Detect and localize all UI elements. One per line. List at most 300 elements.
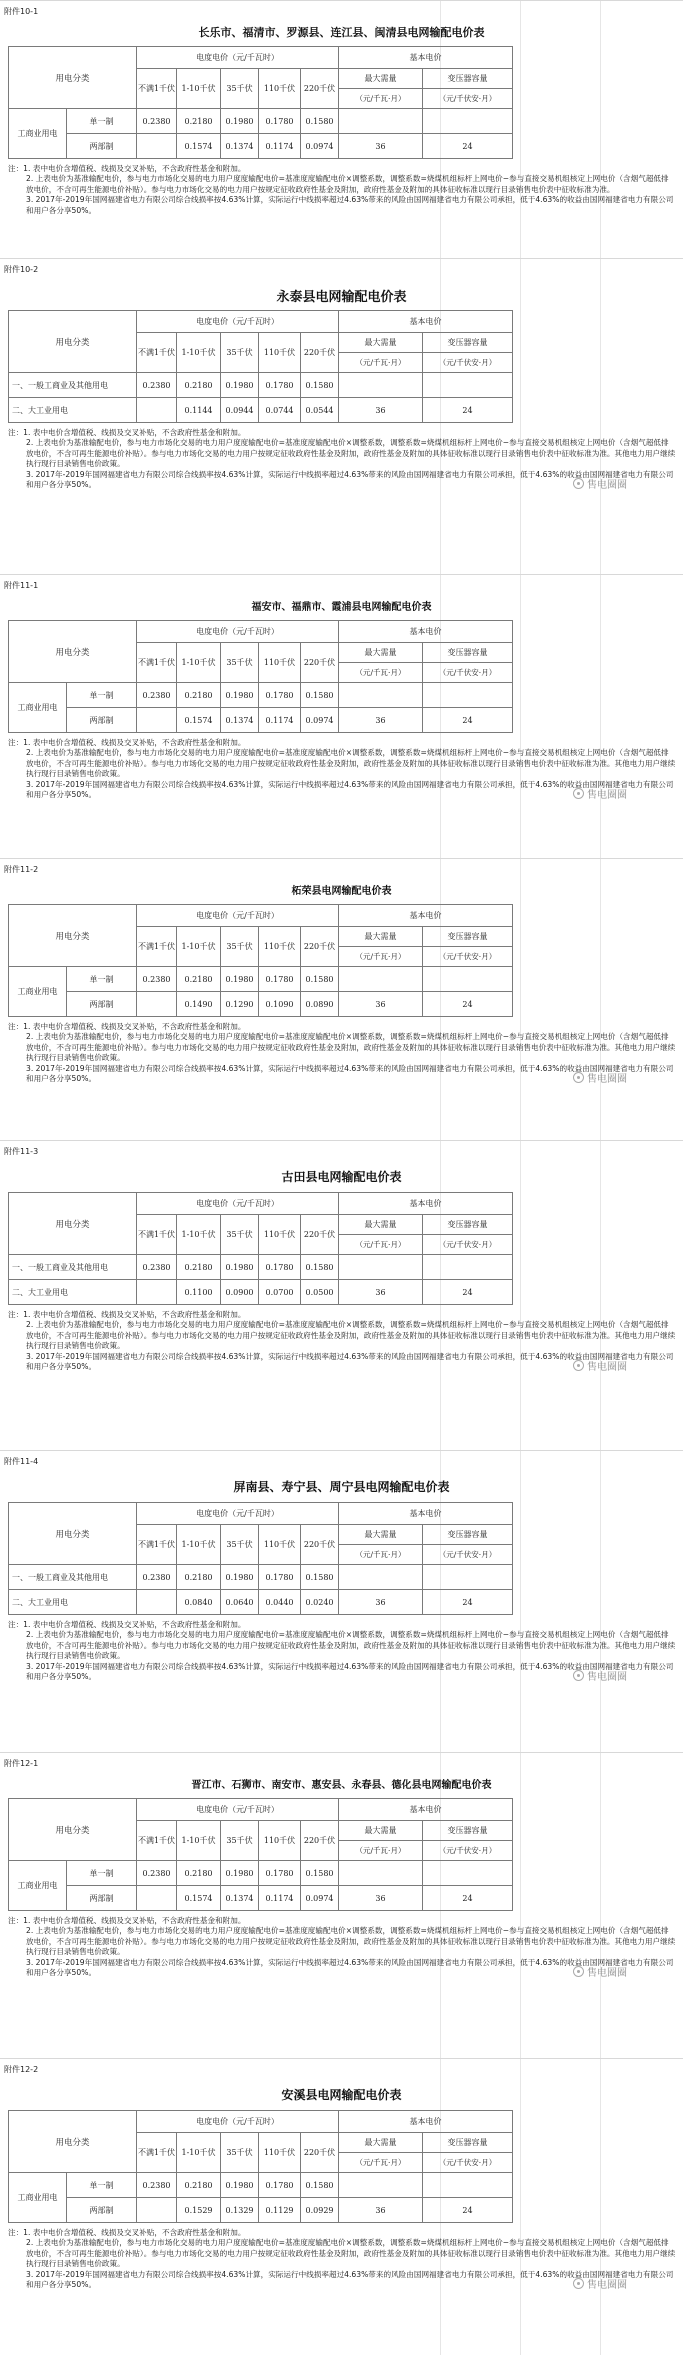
- voltage-header: 35千伏: [221, 927, 259, 967]
- row-label: 二、大工业用电: [9, 1590, 137, 1615]
- section-divider: [0, 858, 683, 859]
- price-cell: 0.1580: [301, 1565, 339, 1590]
- wechat-icon: [573, 1966, 584, 1977]
- price-cell: 0.2180: [177, 967, 221, 992]
- note-line: 注：1. 表中电价含增值税、线损及交叉补贴，不含政府性基金和附加。: [8, 738, 246, 747]
- price-cell: 0.2180: [177, 1565, 221, 1590]
- header-max-demand: 最大需量: [339, 1525, 423, 1545]
- header-basic-price: 基本电价: [339, 1503, 513, 1525]
- price-cell: 0.2380: [137, 967, 177, 992]
- watermark-text: 售电圈圈: [587, 1968, 627, 1979]
- tariff-table: [8, 1502, 513, 1615]
- capacity-cell: 24: [423, 1886, 513, 1911]
- price-cell: [137, 1590, 177, 1615]
- price-cell: 0.1574: [177, 1886, 221, 1911]
- price-cell: 0.0840: [177, 1590, 221, 1615]
- header-transformer-capacity: 变压器容量: [423, 1215, 513, 1235]
- price-cell: [137, 1280, 177, 1305]
- price-cell: 0.2180: [177, 373, 221, 398]
- header-max-demand-unit: （元/千瓦·月）: [339, 1545, 423, 1565]
- table-title: 屏南县、寿宁县、周宁县电网输配电价表: [233, 1480, 450, 1494]
- section-divider: [0, 574, 683, 575]
- note-line: 2. 上表电价为基准输配电价，参与电力市场化交易的电力用户度度输配电价=基准度度输配电价×调整系数，调整系数=烧煤机组标杆上网电价−参与直接交易机组核定上网电价（含烟气超低排放电价，不含可再生能源电价补贴）。参与电力市场化交易的电力用户按规定征收政府性基金及附加，政府性基金及附加的具体征收标准以现行目录销售电价表中征收标准为准。其他电力用户继续执行现行目录销售电价政策。: [26, 2238, 676, 2269]
- annex-label: 附件12-1: [4, 1759, 39, 1768]
- note-line: 2. 上表电价为基准输配电价，参与电力市场化交易的电力用户度度输配电价=基准度度输配电价×调整系数，调整系数=烧煤机组标杆上网电价−参与直接交易机组核定上网电价（含烟气超低排放电价，不含可再生能源电价补贴）。参与电力市场化交易的电力用户按规定征收政府性基金及附加，政府性基金及附加的具体征收标准以现行目录销售电价表中征收标准为准。其他电力用户继续执行现行目录销售电价政策。: [26, 1320, 676, 1351]
- voltage-header: 35千伏: [221, 69, 259, 109]
- capacity-cell: [423, 967, 513, 992]
- voltage-header: 220千伏: [301, 643, 339, 683]
- price-cell: 0.1780: [259, 2173, 301, 2198]
- row-label: 两部制: [67, 992, 137, 1017]
- header-row: [9, 621, 513, 643]
- table-title: 安溪县电网输配电价表: [281, 2088, 402, 2102]
- voltage-header: 35千伏: [221, 1525, 259, 1565]
- annex-section: [0, 1752, 683, 2052]
- row-group-label: 工商业用电: [9, 2173, 67, 2223]
- note-line: 3. 2017年-2019年国网福建省电力有限公司综合线损率按4.63%计算，实际运行中线损率超过4.63%带来的风险由国网福建省电力有限公司承担，低于4.63%的收益由国网福建省电力有限公司和用户各分享50%。: [26, 469, 674, 490]
- note-line: 3. 2017年-2019年国网福建省电力有限公司综合线损率按4.63%计算，实际运行中线损率超过4.63%带来的风险由国网福建省电力有限公司承担，低于4.63%的收益由国网福建省电力有限公司和用户各分享50%。: [26, 1063, 674, 1084]
- capacity-cell: 24: [423, 992, 513, 1017]
- price-cell: 0.1329: [221, 2198, 259, 2223]
- note-line: 注：1. 表中电价含增值税、线损及交叉补贴，不含政府性基金和附加。: [8, 164, 246, 173]
- header-basic-price: 基本电价: [339, 905, 513, 927]
- section-divider: [0, 1752, 683, 1753]
- capacity-cell: [423, 109, 513, 134]
- row-label: 一、一般工商业及其他用电: [9, 373, 137, 398]
- price-cell: 0.1780: [259, 1255, 301, 1280]
- voltage-header: 不满1千伏: [137, 1215, 177, 1255]
- row-label: 两部制: [67, 1886, 137, 1911]
- price-cell: 0.2380: [137, 109, 177, 134]
- annex-label: 附件11-3: [4, 1147, 39, 1156]
- price-cell: 0.0890: [301, 992, 339, 1017]
- row-label: 单一制: [67, 109, 137, 134]
- tariff-table: [8, 46, 513, 159]
- price-cell: 0.2180: [177, 1255, 221, 1280]
- header-user-type: 用电分类: [9, 1503, 137, 1565]
- header-max-demand: 最大需量: [339, 69, 423, 89]
- header-row: [9, 2111, 513, 2133]
- capacity-cell: [423, 1565, 513, 1590]
- capacity-cell: [423, 683, 513, 708]
- price-cell: 0.2180: [177, 2173, 221, 2198]
- voltage-header: 不满1千伏: [137, 927, 177, 967]
- voltage-header: 1-10千伏: [177, 643, 221, 683]
- voltage-header: 35千伏: [221, 333, 259, 373]
- price-cell: 0.2380: [137, 373, 177, 398]
- table-row: [9, 134, 513, 159]
- header-transformer-unit: （元/千伏安·月）: [423, 1841, 513, 1861]
- table-row: [9, 1886, 513, 1911]
- row-label: 两部制: [67, 134, 137, 159]
- watermark: [573, 1358, 627, 1373]
- wechat-icon: [573, 2278, 584, 2289]
- price-cell: 0.1580: [301, 373, 339, 398]
- row-label: 一、一般工商业及其他用电: [9, 1255, 137, 1280]
- price-cell: 0.0544: [301, 398, 339, 423]
- voltage-header: 35千伏: [221, 643, 259, 683]
- header-transformer-unit: （元/千伏安·月）: [423, 663, 513, 683]
- header-energy-price: 电度电价（元/千瓦时）: [137, 1503, 339, 1525]
- max-demand-cell: [339, 2173, 423, 2198]
- table-title: 古田县电网输配电价表: [281, 1170, 402, 1184]
- table-notes: [8, 164, 676, 216]
- table-title: 福安市、福鼎市、霞浦县电网输配电价表: [251, 602, 432, 613]
- price-cell: 0.1980: [221, 373, 259, 398]
- note-line: 注：1. 表中电价含增值税、线损及交叉补贴，不含政府性基金和附加。: [8, 428, 246, 437]
- row-label: 单一制: [67, 1861, 137, 1886]
- watermark: [573, 1668, 627, 1683]
- row-group-label: 工商业用电: [9, 683, 67, 733]
- max-demand-cell: 36: [339, 134, 423, 159]
- watermark-text: 售电圈圈: [587, 790, 627, 801]
- capacity-cell: 24: [423, 2198, 513, 2223]
- voltage-header: 1-10千伏: [177, 333, 221, 373]
- table-row: [9, 398, 513, 423]
- wechat-icon: [573, 1670, 584, 1681]
- price-cell: 0.1129: [259, 2198, 301, 2223]
- price-cell: 0.2380: [137, 1861, 177, 1886]
- price-cell: 0.1529: [177, 2198, 221, 2223]
- wechat-icon: [573, 1072, 584, 1083]
- voltage-header: 110千伏: [259, 69, 301, 109]
- price-cell: 0.0974: [301, 708, 339, 733]
- header-max-demand: 最大需量: [339, 1215, 423, 1235]
- price-cell: 0.1580: [301, 683, 339, 708]
- header-max-demand-unit: （元/千瓦·月）: [339, 1841, 423, 1861]
- price-cell: 0.1780: [259, 683, 301, 708]
- price-cell: 0.1580: [301, 1861, 339, 1886]
- annex-section: [0, 1450, 683, 1746]
- header-user-type: 用电分类: [9, 1799, 137, 1861]
- price-cell: 0.1574: [177, 134, 221, 159]
- capacity-cell: [423, 1255, 513, 1280]
- voltage-header: 1-10千伏: [177, 927, 221, 967]
- table-row: [9, 708, 513, 733]
- annex-section: [0, 858, 683, 1138]
- row-label: 两部制: [67, 2198, 137, 2223]
- header-transformer-unit: （元/千伏安·月）: [423, 353, 513, 373]
- price-cell: [137, 1886, 177, 1911]
- note-line: 注：1. 表中电价含增值税、线损及交叉补贴，不含政府性基金和附加。: [8, 2228, 246, 2237]
- header-transformer-capacity: 变压器容量: [423, 643, 513, 663]
- header-basic-price: 基本电价: [339, 47, 513, 69]
- max-demand-cell: [339, 373, 423, 398]
- voltage-header: 110千伏: [259, 1215, 301, 1255]
- header-max-demand-unit: （元/千瓦·月）: [339, 2153, 423, 2173]
- wechat-icon: [573, 788, 584, 799]
- table-title: 长乐市、福清市、罗源县、连江县、闽清县电网输配电价表: [198, 26, 485, 39]
- annex-section: [0, 258, 683, 570]
- annex-label: 附件12-2: [4, 2065, 39, 2074]
- header-row: [9, 47, 513, 69]
- row-group-label: 工商业用电: [9, 967, 67, 1017]
- max-demand-cell: 36: [339, 1886, 423, 1911]
- price-cell: 0.1580: [301, 1255, 339, 1280]
- price-cell: 0.1174: [259, 708, 301, 733]
- note-line: 3. 2017年-2019年国网福建省电力有限公司综合线损率按4.63%计算，实际运行中线损率超过4.63%带来的风险由国网福建省电力有限公司承担，低于4.63%的收益由国网福建省电力有限公司和用户各分享50%。: [26, 779, 674, 800]
- row-label: 两部制: [67, 708, 137, 733]
- price-cell: 0.1980: [221, 1565, 259, 1590]
- price-cell: 0.1290: [221, 992, 259, 1017]
- max-demand-cell: 36: [339, 2198, 423, 2223]
- capacity-cell: [423, 373, 513, 398]
- price-cell: [137, 708, 177, 733]
- price-cell: 0.0240: [301, 1590, 339, 1615]
- price-cell: 0.2180: [177, 683, 221, 708]
- watermark: [573, 2276, 627, 2291]
- annex-label: 附件11-4: [4, 1457, 39, 1466]
- annex-section: [0, 0, 683, 252]
- table-row: [9, 2198, 513, 2223]
- header-max-demand: 最大需量: [339, 927, 423, 947]
- max-demand-cell: 36: [339, 398, 423, 423]
- voltage-header: 220千伏: [301, 1525, 339, 1565]
- note-line: 3. 2017年-2019年国网福建省电力有限公司综合线损率按4.63%计算，实际运行中线损率超过4.63%带来的风险由国网福建省电力有限公司承担，低于4.63%的收益由国网福建省电力有限公司和用户各分享50%。: [26, 195, 674, 215]
- price-cell: 0.1100: [177, 1280, 221, 1305]
- header-row: [9, 1193, 513, 1215]
- price-cell: 0.1174: [259, 1886, 301, 1911]
- price-cell: 0.0944: [221, 398, 259, 423]
- table-row: [9, 1861, 513, 1886]
- header-basic-price: 基本电价: [339, 621, 513, 643]
- price-cell: 0.0744: [259, 398, 301, 423]
- capacity-cell: 24: [423, 1590, 513, 1615]
- watermark-text: 售电圈圈: [587, 1074, 627, 1085]
- max-demand-cell: 36: [339, 1280, 423, 1305]
- price-cell: 0.0929: [301, 2198, 339, 2223]
- price-cell: 0.1144: [177, 398, 221, 423]
- header-transformer-capacity: 变压器容量: [423, 1821, 513, 1841]
- header-energy-price: 电度电价（元/千瓦时）: [137, 1193, 339, 1215]
- voltage-header: 不满1千伏: [137, 333, 177, 373]
- note-line: 注：1. 表中电价含增值税、线损及交叉补贴，不含政府性基金和附加。: [8, 1022, 246, 1031]
- price-cell: 0.2380: [137, 1255, 177, 1280]
- price-cell: 0.1374: [221, 1886, 259, 1911]
- voltage-header: 1-10千伏: [177, 2133, 221, 2173]
- voltage-header: 不满1千伏: [137, 2133, 177, 2173]
- max-demand-cell: [339, 1565, 423, 1590]
- header-transformer-unit: （元/千伏安·月）: [423, 947, 513, 967]
- table-row: [9, 1280, 513, 1305]
- section-divider: [0, 258, 683, 259]
- header-energy-price: 电度电价（元/千瓦时）: [137, 905, 339, 927]
- header-max-demand: 最大需量: [339, 2133, 423, 2153]
- header-transformer-unit: （元/千伏安·月）: [423, 89, 513, 109]
- header-energy-price: 电度电价（元/千瓦时）: [137, 621, 339, 643]
- price-cell: [137, 992, 177, 1017]
- max-demand-cell: [339, 109, 423, 134]
- wechat-icon: [573, 1360, 584, 1371]
- note-line: 3. 2017年-2019年国网福建省电力有限公司综合线损率按4.63%计算，实际运行中线损率超过4.63%带来的风险由国网福建省电力有限公司承担，低于4.63%的收益由国网福建省电力有限公司和用户各分享50%。: [26, 1661, 674, 1682]
- header-max-demand: 最大需量: [339, 333, 423, 353]
- price-cell: 0.1980: [221, 2173, 259, 2198]
- price-cell: 0.0974: [301, 134, 339, 159]
- price-cell: 0.1090: [259, 992, 301, 1017]
- voltage-header: 220千伏: [301, 1821, 339, 1861]
- max-demand-cell: 36: [339, 1590, 423, 1615]
- voltage-header: 110千伏: [259, 333, 301, 373]
- header-energy-price: 电度电价（元/千瓦时）: [137, 47, 339, 69]
- price-cell: 0.1780: [259, 1861, 301, 1886]
- table-title: 晋江市、石狮市、南安市、惠安县、永春县、德化县电网输配电价表: [191, 1780, 492, 1791]
- price-cell: 0.0974: [301, 1886, 339, 1911]
- header-row: [9, 905, 513, 927]
- note-line: 注：1. 表中电价含增值税、线损及交叉补贴，不含政府性基金和附加。: [8, 1916, 246, 1925]
- price-cell: 0.1580: [301, 967, 339, 992]
- note-line: 3. 2017年-2019年国网福建省电力有限公司综合线损率按4.63%计算，实际运行中线损率超过4.63%带来的风险由国网福建省电力有限公司承担，低于4.63%的收益由国网福建省电力有限公司和用户各分享50%。: [26, 2269, 674, 2290]
- watermark: [573, 1070, 627, 1085]
- price-cell: 0.0700: [259, 1280, 301, 1305]
- max-demand-cell: [339, 1861, 423, 1886]
- price-cell: 0.1780: [259, 967, 301, 992]
- annex-label: 附件11-1: [4, 581, 39, 590]
- note-line: 3. 2017年-2019年国网福建省电力有限公司综合线损率按4.63%计算，实际运行中线损率超过4.63%带来的风险由国网福建省电力有限公司承担，低于4.63%的收益由国网福建省电力有限公司和用户各分享50%。: [26, 1351, 674, 1372]
- voltage-header: 1-10千伏: [177, 1525, 221, 1565]
- annex-section: [0, 574, 683, 852]
- price-cell: 0.1980: [221, 1255, 259, 1280]
- row-label: 单一制: [67, 967, 137, 992]
- price-cell: 0.0900: [221, 1280, 259, 1305]
- header-max-demand: 最大需量: [339, 643, 423, 663]
- header-max-demand-unit: （元/千瓦·月）: [339, 663, 423, 683]
- table-row: [9, 967, 513, 992]
- header-transformer-capacity: 变压器容量: [423, 2133, 513, 2153]
- watermark: [573, 476, 627, 491]
- annex-label: 附件10-2: [4, 265, 39, 274]
- price-cell: 0.1780: [259, 109, 301, 134]
- row-label: 二、大工业用电: [9, 398, 137, 423]
- tariff-table: [8, 904, 513, 1017]
- voltage-header: 1-10千伏: [177, 69, 221, 109]
- header-user-type: 用电分类: [9, 621, 137, 683]
- voltage-header: 110千伏: [259, 643, 301, 683]
- row-label: 一、一般工商业及其他用电: [9, 1565, 137, 1590]
- header-energy-price: 电度电价（元/千瓦时）: [137, 2111, 339, 2133]
- voltage-header: 110千伏: [259, 1821, 301, 1861]
- voltage-header: 35千伏: [221, 1821, 259, 1861]
- table-row: [9, 1565, 513, 1590]
- header-user-type: 用电分类: [9, 905, 137, 967]
- row-label: 二、大工业用电: [9, 1280, 137, 1305]
- max-demand-cell: 36: [339, 992, 423, 1017]
- note-line: 2. 上表电价为基准输配电价，参与电力市场化交易的电力用户度度输配电价=基准度度输配电价×调整系数，调整系数=烧煤机组标杆上网电价−参与直接交易机组核定上网电价（含烟气超低排放电价，不含可再生能源电价补贴）。参与电力市场化交易的电力用户按规定征收政府性基金及附加，政府性基金及附加的具体征收标准以现行目录销售电价表中征收标准为准。: [26, 174, 669, 194]
- max-demand-cell: [339, 683, 423, 708]
- header-transformer-unit: （元/千伏安·月）: [423, 2153, 513, 2173]
- voltage-header: 1-10千伏: [177, 1215, 221, 1255]
- voltage-header: 220千伏: [301, 1215, 339, 1255]
- annex-label: 附件10-1: [4, 7, 39, 16]
- header-user-type: 用电分类: [9, 311, 137, 373]
- watermark-text: 售电圈圈: [587, 480, 627, 491]
- table-row: [9, 2173, 513, 2198]
- voltage-header: 220千伏: [301, 927, 339, 967]
- annex-label: 附件11-2: [4, 865, 39, 874]
- price-cell: 0.2380: [137, 1565, 177, 1590]
- wechat-icon: [573, 478, 584, 489]
- price-cell: [137, 398, 177, 423]
- watermark: [573, 1964, 627, 1979]
- header-row: [9, 1503, 513, 1525]
- voltage-header: 不满1千伏: [137, 69, 177, 109]
- voltage-header: 110千伏: [259, 927, 301, 967]
- watermark-text: 售电圈圈: [587, 1362, 627, 1373]
- header-transformer-unit: （元/千伏安·月）: [423, 1235, 513, 1255]
- price-cell: 0.1980: [221, 683, 259, 708]
- header-row: [9, 311, 513, 333]
- header-row: [9, 1799, 513, 1821]
- voltage-header: 1-10千伏: [177, 1821, 221, 1861]
- header-transformer-capacity: 变压器容量: [423, 69, 513, 89]
- watermark-text: 售电圈圈: [587, 1672, 627, 1683]
- row-label: 单一制: [67, 2173, 137, 2198]
- header-energy-price: 电度电价（元/千瓦时）: [137, 311, 339, 333]
- watermark: [573, 786, 627, 801]
- row-label: 单一制: [67, 683, 137, 708]
- voltage-header: 110千伏: [259, 1525, 301, 1565]
- header-transformer-capacity: 变压器容量: [423, 1525, 513, 1545]
- price-cell: 0.1780: [259, 373, 301, 398]
- price-cell: 0.1980: [221, 1861, 259, 1886]
- voltage-header: 35千伏: [221, 1215, 259, 1255]
- price-cell: 0.0640: [221, 1590, 259, 1615]
- header-max-demand: 最大需量: [339, 1821, 423, 1841]
- voltage-header: 220千伏: [301, 2133, 339, 2173]
- price-cell: [137, 2198, 177, 2223]
- price-cell: 0.1490: [177, 992, 221, 1017]
- price-cell: 0.1174: [259, 134, 301, 159]
- price-cell: 0.1580: [301, 2173, 339, 2198]
- table-title: 柘荣县电网输配电价表: [291, 886, 392, 897]
- note-line: 2. 上表电价为基准输配电价，参与电力市场化交易的电力用户度度输配电价=基准度度输配电价×调整系数，调整系数=烧煤机组标杆上网电价−参与直接交易机组核定上网电价（含烟气超低排放电价，不含可再生能源电价补贴）。参与电力市场化交易的电力用户按规定征收政府性基金及附加，政府性基金及附加的具体征收标准以现行目录销售电价表中征收标准为准。其他电力用户继续执行现行目录销售电价政策。: [26, 438, 676, 469]
- table-row: [9, 1255, 513, 1280]
- table-row: [9, 109, 513, 134]
- note-line: 2. 上表电价为基准输配电价，参与电力市场化交易的电力用户度度输配电价=基准度度输配电价×调整系数，调整系数=烧煤机组标杆上网电价−参与直接交易机组核定上网电价（含烟气超低排放电价，不含可再生能源电价补贴）。参与电力市场化交易的电力用户按规定征收政府性基金及附加，政府性基金及附加的具体征收标准以现行目录销售电价表中征收标准为准。其他电力用户继续执行现行目录销售电价政策。: [26, 1926, 676, 1957]
- max-demand-cell: [339, 1255, 423, 1280]
- price-cell: 0.1980: [221, 109, 259, 134]
- section-divider: [0, 2058, 683, 2059]
- header-user-type: 用电分类: [9, 2111, 137, 2173]
- section-divider: [0, 1140, 683, 1141]
- price-cell: 0.1374: [221, 708, 259, 733]
- tariff-table: [8, 1192, 513, 1305]
- header-max-demand-unit: （元/千瓦·月）: [339, 947, 423, 967]
- note-line: 2. 上表电价为基准输配电价，参与电力市场化交易的电力用户度度输配电价=基准度度输配电价×调整系数，调整系数=烧煤机组标杆上网电价−参与直接交易机组核定上网电价（含烟气超低排放电价，不含可再生能源电价补贴）。参与电力市场化交易的电力用户按规定征收政府性基金及附加，政府性基金及附加的具体征收标准以现行目录销售电价表中征收标准为准。其他电力用户继续执行现行目录销售电价政策。: [26, 1032, 676, 1063]
- voltage-header: 35千伏: [221, 2133, 259, 2173]
- capacity-cell: [423, 1861, 513, 1886]
- header-user-type: 用电分类: [9, 47, 137, 109]
- note-line: 2. 上表电价为基准输配电价，参与电力市场化交易的电力用户度度输配电价=基准度度输配电价×调整系数，调整系数=烧煤机组标杆上网电价−参与直接交易机组核定上网电价（含烟气超低排放电价，不含可再生能源电价补贴）。参与电力市场化交易的电力用户按规定征收政府性基金及附加，政府性基金及附加的具体征收标准以现行目录销售电价表中征收标准为准。其他电力用户继续执行现行目录销售电价政策。: [26, 1630, 676, 1661]
- tariff-table: [8, 1798, 513, 1911]
- table-row: [9, 1590, 513, 1615]
- header-basic-price: 基本电价: [339, 1193, 513, 1215]
- header-basic-price: 基本电价: [339, 311, 513, 333]
- voltage-header: 220千伏: [301, 69, 339, 109]
- header-basic-price: 基本电价: [339, 2111, 513, 2133]
- table-row: [9, 373, 513, 398]
- price-cell: 0.1374: [221, 134, 259, 159]
- capacity-cell: 24: [423, 134, 513, 159]
- header-max-demand-unit: （元/千瓦·月）: [339, 353, 423, 373]
- tariff-table: [8, 2110, 513, 2223]
- max-demand-cell: 36: [339, 708, 423, 733]
- annex-section: [0, 1140, 683, 1445]
- price-cell: 0.2180: [177, 109, 221, 134]
- header-max-demand-unit: （元/千瓦·月）: [339, 1235, 423, 1255]
- note-line: 3. 2017年-2019年国网福建省电力有限公司综合线损率按4.63%计算，实际运行中线损率超过4.63%带来的风险由国网福建省电力有限公司承担，低于4.63%的收益由国网福建省电力有限公司和用户各分享50%。: [26, 1957, 674, 1978]
- table-row: [9, 992, 513, 1017]
- header-max-demand-unit: （元/千瓦·月）: [339, 89, 423, 109]
